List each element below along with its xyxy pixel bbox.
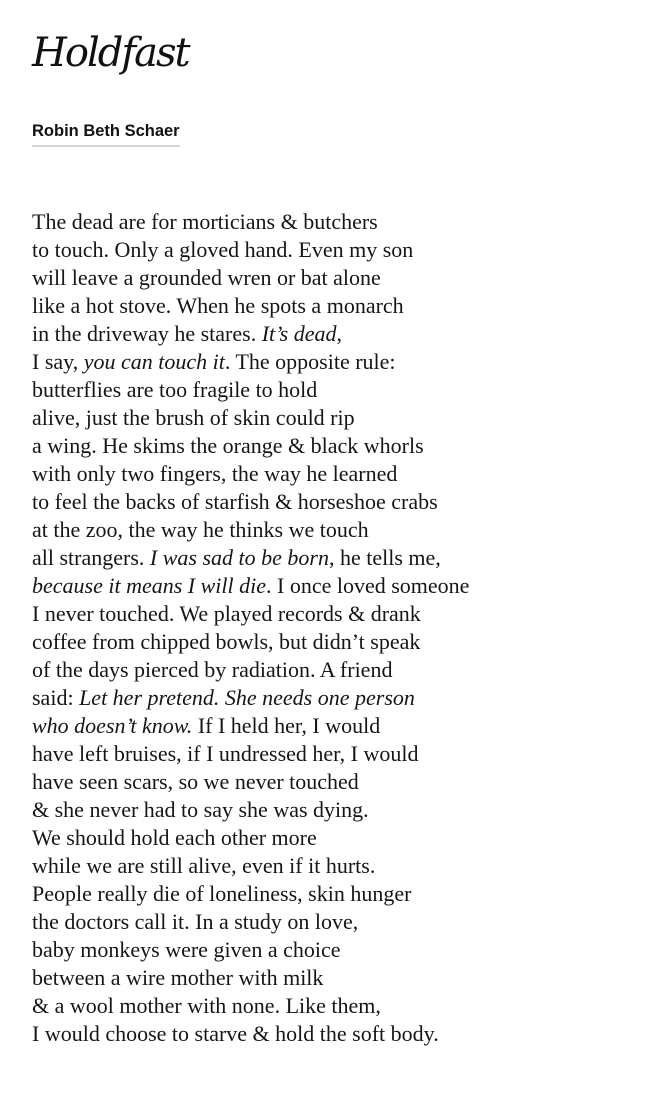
poem-line-italic-segment: I was sad to be born [149,545,329,570]
poem-line [32,488,652,516]
poem-line-segment: . I once loved someone [266,573,470,598]
poem-body [32,208,652,1048]
poem-line-segment: to touch. Only a gloved hand. Even my son [32,237,414,262]
poem-line [32,460,652,488]
poem-line-segment: will leave a grounded wren or bat alone [32,265,381,290]
poem-line [32,432,652,460]
poem-line [32,656,652,684]
poem-line-segment: said: [32,685,80,710]
poem-line [32,824,652,852]
poem-line [32,992,652,1020]
poem-line [32,376,652,404]
poem-line-segment: while we are still alive, even if it hurts. [32,853,376,878]
poem-line [32,880,652,908]
poem-line-segment: like a hot stove. When he spots a monarch [32,293,404,318]
poem-line-segment: & she never had to say she was dying. [32,797,369,822]
poem-line-segment: The dead are for morticians & butchers [32,209,378,234]
poem-line [32,264,652,292]
poem-line [32,236,652,264]
poem-line-segment: all strangers. [32,545,150,570]
poem-line-segment: People really die of loneliness, skin hunger [32,881,412,906]
poem-line-segment: in the driveway he stares. [32,321,262,346]
poem-line [32,292,652,320]
poem-line [32,208,652,236]
poem-line-segment: I would choose to starve & hold the soft body. [32,1021,439,1046]
poem-line-italic-segment: It’s dead [261,321,337,346]
poem-line-segment: coffee from chipped bowls, but didn’t speak [32,629,421,654]
poem-line [32,936,652,964]
poem-line-segment: at the zoo, the way he thinks we touch [32,517,369,542]
poem-line-segment: If I held her, I would [192,713,381,738]
poem-line-segment: alive, just the brush of skin could rip [32,405,355,430]
poem-line-segment: with only two fingers, the way he learned [32,461,398,486]
poem-line [32,348,652,376]
poem-line-segment: to feel the backs of starfish & horseshoe crabs [32,489,438,514]
poem-line-segment: & a wool mother with none. Like them, [32,993,381,1018]
poem-author: Robin Beth Schaer [32,120,180,147]
poem-line [32,544,652,572]
poem-line [32,1020,652,1048]
poem-line [32,908,652,936]
poem-line [32,712,652,740]
poem-line-segment: . The opposite rule: [224,349,396,374]
poem-line-segment: have seen scars, so we never touched [32,769,359,794]
poem-line-segment: baby monkeys were given a choice [32,937,341,962]
poem-line-segment: the doctors call it. In a study on love, [32,909,359,934]
poem-line-segment: between a wire mother with milk [32,965,324,990]
poem-line-segment: have left bruises, if I undressed her, I would [32,741,419,766]
poem-line-segment: of the days pierced by radiation. A friend [32,657,393,682]
poem-line-italic-segment: because it means I will die [32,573,267,598]
poem-line-segment: I say, [32,349,84,374]
poem-line [32,852,652,880]
poem-line [32,796,652,824]
poem-line-segment: I never touched. We played records & drank [32,601,421,626]
poem-line-segment: We should hold each other more [32,825,317,850]
poem-line [32,516,652,544]
poem-line-segment: a wing. He skims the orange & black whorls [32,433,424,458]
poem-line-segment: , he tells me, [328,545,441,570]
poem-line [32,320,652,348]
poem-line [32,740,652,768]
poem-line [32,628,652,656]
poem-line-italic-segment: Let her pretend. She needs one person [79,685,415,710]
poem-line-segment: butterflies are too fragile to hold [32,377,318,402]
poem-line [32,768,652,796]
poem-line [32,600,652,628]
poem-line-italic-segment: who doesn’t know. [32,713,193,738]
poem-line-italic-segment: you can touch it [83,349,225,374]
poem-title: Holdfast [32,30,189,76]
poem-line [32,572,652,600]
poem-line [32,404,652,432]
poem-line [32,964,652,992]
poem-line [32,684,652,712]
poem-line-segment: , [336,321,342,346]
